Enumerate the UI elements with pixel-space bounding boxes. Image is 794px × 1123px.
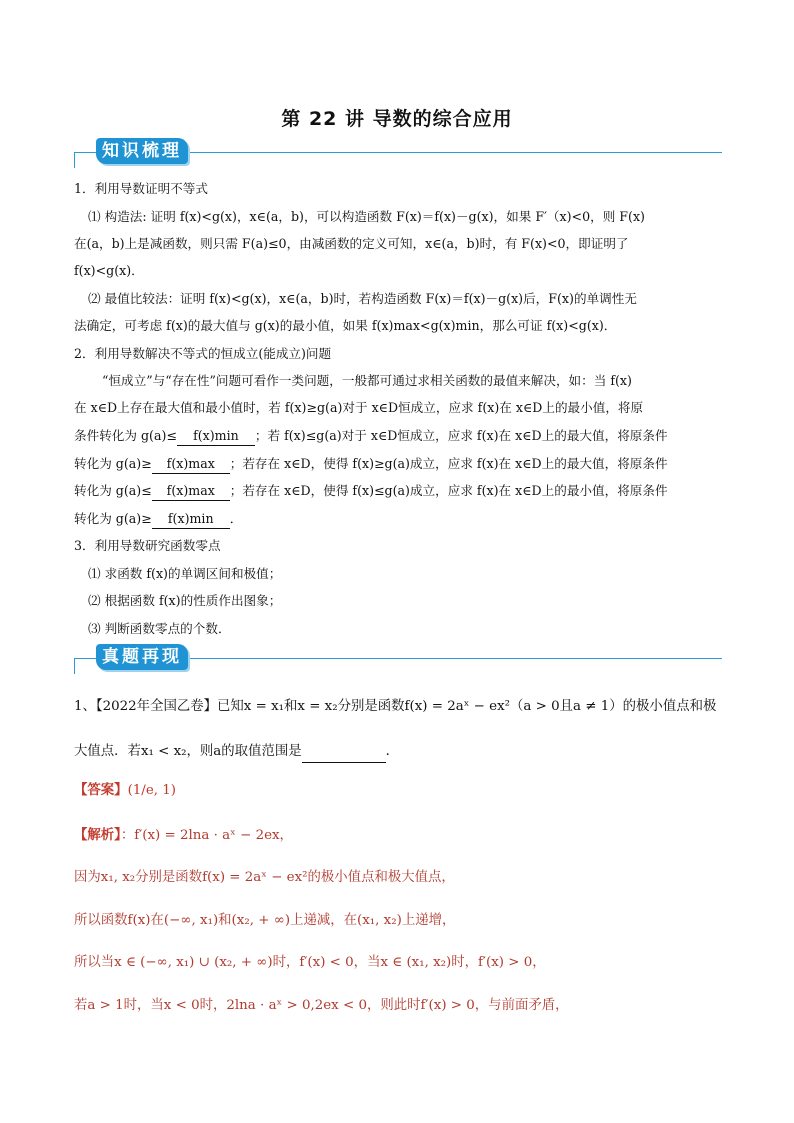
- analysis-line-1: [74, 825, 293, 846]
- para-1-1b: 在(a，b)上是减函数，则只需 F(a)≤0，由减函数的定义可知，x∈(a，b)时，有 F(x)<0，即证明了: [74, 236, 629, 251]
- answer-value: (1/e, 1): [127, 783, 176, 798]
- question-1-text: 大值点．若x₁ < x₂，则a的取值范围是: [74, 744, 302, 759]
- para-2-f-end: ．: [229, 511, 243, 526]
- section-badge: 真题再现: [96, 644, 188, 670]
- analysis-line-4: 所以当x ∈ (−∞, x₁) ∪ (x₂, + ∞)时，f′(x) < 0，当x ∈ (x₁, x₂)时，f′(x) > 0，: [74, 955, 546, 970]
- para-2-d-end: ；若存在 x∈D，使得 f(x)≥g(a)成立，应求 f(x)在 x∈D上的最大值，将原条件: [229, 456, 668, 471]
- para-1-1a: ⑴ 构造法: 证明 f(x)<g(x)，x∈(a，b)，可以构造函数 F(x)＝f(x)－g(x)，如果 F′（x)<0，则 F(x): [88, 209, 645, 224]
- answer-line: [74, 780, 176, 801]
- para-2-d-start: 转化为 g(a)≥: [74, 456, 152, 471]
- page-title: 第 22 讲 导数的综合应用: [281, 108, 513, 130]
- analysis-text-1: ：f′(x) = 2lna · aˣ − 2ex，: [120, 828, 293, 843]
- para-1-2b: 法确定，可考虑 f(x)的最大值与 g(x)的最小值，如果 f(x)max<g(x)min，那么可证 f(x)<g(x)．: [74, 318, 617, 333]
- para-2-e-end: ；若存在 x∈D，使得 f(x)≤g(a)成立，应求 f(x)在 x∈D上的最小值，将原条件: [229, 483, 668, 498]
- para-3-2: ⑵ 根据函数 f(x)的性质作出图象；: [88, 593, 282, 608]
- para-2-f: [74, 510, 242, 529]
- para-2-c-start: 条件转化为 g(a)≤: [74, 428, 177, 443]
- section-rule-tick: [74, 658, 75, 674]
- answer-blank: f(x)max: [152, 482, 230, 501]
- analysis-line-5: 若a > 1时，当x < 0时，2lna · aˣ > 0,2ex < 0，则此时f′(x) > 0，与前面矛盾，: [74, 998, 569, 1013]
- heading-1: 1．利用导数证明不等式: [74, 181, 208, 196]
- answer-blank: f(x)max: [152, 455, 230, 474]
- analysis-line-3: 所以函数f(x)在(−∞, x₁)和(x₂, + ∞)上递减，在(x₁, x₂)上递增，: [74, 913, 456, 928]
- para-2-c: [74, 427, 668, 446]
- para-2-e: [74, 482, 668, 501]
- question-answer-blank: [302, 742, 386, 763]
- para-3-1: ⑴ 求函数 f(x)的单调区间和极值；: [88, 566, 282, 581]
- para-2-b: 在 x∈D上存在最大值和最小值时，若 f(x)≥g(a)对于 x∈D恒成立，应求 f(x)在 x∈D上的最小值，将原: [74, 400, 644, 415]
- para-2-c-end: ；若 f(x)≤g(a)对于 x∈D恒成立，应求 f(x)在 x∈D上的最大值，将原条件: [254, 428, 668, 443]
- para-3-3: ⑶ 判断函数零点的个数．: [88, 621, 231, 636]
- para-1-1c: f(x)<g(x)．: [74, 263, 144, 278]
- question-1-line-b: [74, 742, 399, 763]
- analysis-label: 【解析】: [74, 827, 121, 843]
- question-1-end: ．: [385, 744, 400, 759]
- para-2-f-start: 转化为 g(a)≥: [74, 511, 152, 526]
- analysis-line-2: 因为x₁, x₂分别是函数f(x) = 2aˣ − ex²的极小值点和极大值点，: [74, 870, 455, 885]
- heading-2: 2．利用导数解决不等式的恒成立(能成立)问题: [74, 346, 332, 361]
- para-2-a: “恒成立”与“存在性”问题可看作一类问题，一般都可通过求相关函数的最值来解决，如：当 f(x): [102, 373, 632, 388]
- section-header-knowledge: [74, 138, 722, 168]
- heading-3: 3．利用导数研究函数零点: [74, 538, 221, 553]
- question-1-line-a: 1、【2022年全国乙卷】已知x = x₁和x = x₂分别是函数f(x) = 2aˣ − ex²（a > 0且a ≠ 1）的极小值点和极: [74, 699, 717, 714]
- para-2-d: [74, 455, 668, 474]
- para-1-2a: ⑵ 最值比较法：证明 f(x)<g(x)，x∈(a，b)时，若构造函数 F(x)＝f(x)－g(x)后，F(x)的单调性无: [88, 291, 637, 306]
- para-2-e-start: 转化为 g(a)≤: [74, 483, 152, 498]
- section-badge: 知识梳理: [96, 138, 188, 164]
- answer-blank: f(x)min: [177, 427, 255, 446]
- section-rule-tick: [74, 152, 75, 168]
- answer-blank: f(x)min: [152, 510, 230, 529]
- section-header-exam: [74, 644, 722, 674]
- answer-label: 【答案】: [74, 782, 128, 798]
